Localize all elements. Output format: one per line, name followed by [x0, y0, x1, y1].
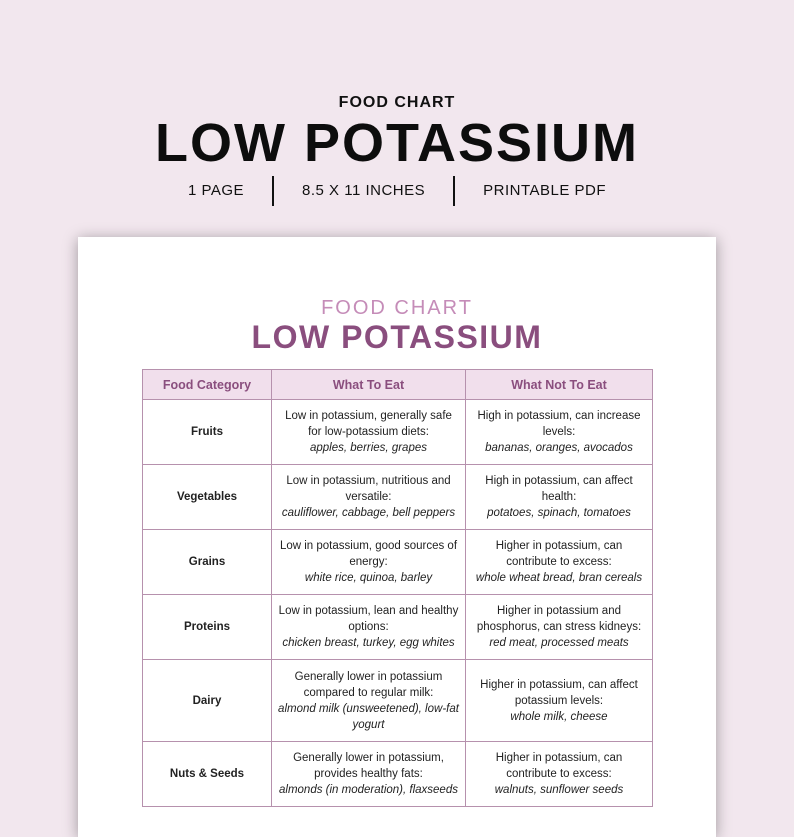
- spec-pages: 1 PAGE: [187, 182, 245, 199]
- eat-examples: almonds (in moderation), flaxseeds: [279, 784, 458, 796]
- header-what-to-eat: What To Eat: [272, 370, 466, 400]
- table-row: [143, 400, 653, 465]
- eat-examples: white rice, quinoa, barley: [304, 572, 433, 584]
- eat-cell: [272, 400, 466, 465]
- eat-examples: cauliflower, cabbage, bell peppers: [281, 507, 456, 519]
- category-cell: Grains: [143, 530, 272, 595]
- avoid-text: Higher in potassium, can contribute to excess:: [495, 752, 623, 780]
- spec-format: PRINTABLE PDF: [483, 182, 607, 199]
- document-preview-sheet: [78, 237, 716, 837]
- hero-kicker: FOOD CHART: [338, 94, 456, 111]
- eat-text: Generally lower in potassium, provides healthy fats:: [293, 752, 444, 780]
- avoid-examples: whole milk, cheese: [510, 710, 608, 723]
- avoid-cell: [466, 660, 653, 742]
- header-what-not-to-eat: What Not To Eat: [466, 370, 653, 400]
- table-row: [143, 465, 653, 530]
- eat-cell: [272, 742, 466, 807]
- avoid-cell: [466, 465, 653, 530]
- eat-text: Low in potassium, good sources of energy:: [279, 540, 458, 568]
- avoid-examples: bananas, oranges, avocados: [485, 442, 633, 454]
- eat-text: Low in potassium, lean and healthy options:: [278, 605, 459, 633]
- eat-cell: [272, 595, 466, 660]
- avoid-examples: red meat, processed meats: [489, 637, 629, 649]
- avoid-examples: potatoes, spinach, tomatoes: [487, 507, 631, 519]
- category-cell: Fruits: [143, 400, 272, 465]
- avoid-examples: whole wheat bread, bran cereals: [475, 572, 643, 584]
- food-chart-table: [142, 369, 653, 807]
- category-cell: Nuts & Seeds: [143, 742, 272, 807]
- avoid-text: Higher in potassium, can affect potassium levels:: [480, 678, 638, 707]
- avoid-examples: walnuts, sunflower seeds: [494, 784, 624, 796]
- hero-specs: [0, 176, 794, 206]
- avoid-cell: [466, 742, 653, 807]
- sheet-kicker: FOOD CHART: [321, 297, 473, 319]
- hero-title: LOW POTASSIUM: [155, 113, 639, 173]
- header-food-category: Food Category: [143, 370, 272, 400]
- avoid-cell: [466, 595, 653, 660]
- avoid-cell: [466, 400, 653, 465]
- eat-text: Low in potassium, generally safe for low-potassium diets:: [285, 410, 452, 438]
- eat-text: Generally lower in potassium compared to regular milk:: [294, 670, 443, 699]
- category-cell: Dairy: [143, 660, 272, 742]
- spec-size: 8.5 X 11 INCHES: [302, 182, 426, 199]
- table-row: [143, 595, 653, 660]
- avoid-cell: [466, 530, 653, 595]
- table-row: [143, 742, 653, 807]
- eat-cell: [272, 660, 466, 742]
- eat-examples: apples, berries, grapes: [310, 442, 427, 454]
- avoid-text: Higher in potassium, can contribute to excess:: [495, 540, 623, 568]
- table-row: [143, 530, 653, 595]
- eat-cell: [272, 465, 466, 530]
- category-cell: Vegetables: [143, 465, 272, 530]
- avoid-text: High in potassium, can increase levels:: [477, 410, 641, 438]
- eat-cell: [272, 530, 466, 595]
- avoid-text: High in potassium, can affect health:: [485, 475, 633, 503]
- avoid-text: Higher in potassium and phosphorus, can stress kidneys:: [476, 605, 642, 633]
- eat-text: Low in potassium, nutritious and versatile:: [286, 475, 451, 503]
- table-header-row: [143, 370, 653, 400]
- eat-examples: chicken breast, turkey, egg whites: [282, 637, 455, 649]
- sheet-title: LOW POTASSIUM: [251, 319, 543, 355]
- table-row: [143, 660, 653, 742]
- eat-examples: almond milk (unsweetened), low-fat yogurt: [278, 702, 459, 731]
- category-cell: Proteins: [143, 595, 272, 660]
